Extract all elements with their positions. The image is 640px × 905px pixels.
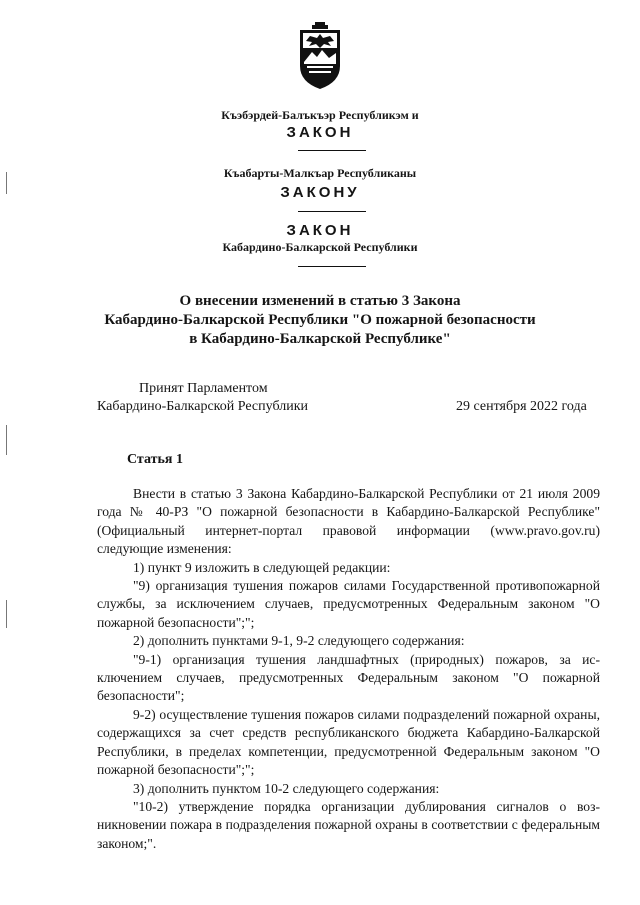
law-title-line: О внесении изменений в статью 3 Закона [179,293,461,309]
article-paragraph: Внести в статью 3 Закона Кабардино-Балкарской Республики от 21 июля 2009 года № 40-РЗ "О пожарной безопасности в Кабардино-Балкарской Республике" (Официальный интернет-портал правовой информации (www.pravo.gov.ru) следующие изменения: [97,486,600,557]
kabardian-republic-heading: Къэбэрдей-Балъкъэр Республикэм и [221,108,419,122]
scan-margin-mark [6,425,7,455]
article-body [97,485,600,853]
law-title-line: в Кабардино-Балкарской Республике" [189,331,451,347]
article-paragraph: 9-2) осуществление тушения пожаров силами подразделений пожарной охраны, содержащихся за счет средств республиканского бюджета Кабардино-Балкарской Республики, в пределах компетенции, предусмотренной Федеральным законом "О пожарной безопасности";"; [97,706,600,778]
scan-margin-mark [6,172,7,194]
adopted-by-line: Принят Парламентом [139,381,268,396]
balkar-republic-heading: Къабарты-Малкъар Республиканы [223,166,417,180]
article-heading: Статья 1 [127,452,183,467]
adopted-by-parliament: Кабардино-Балкарской Республики [97,399,308,414]
russian-law-heading: ЗАКОН [286,222,354,239]
coat-of-arms-emblem [298,22,342,90]
header-divider [298,150,366,151]
article-paragraph: "9) организация тушения пожаров силами Государственной противопожарной службы, за исключением случаев, предусмотренных Федеральным законом "О пожарной безопасности";"; [97,578,600,630]
law-title-line: Кабардино-Балкарской Республики "О пожарной безопасности [104,312,536,328]
scan-margin-mark [6,600,7,628]
kabardian-law-heading: ЗАКОН [286,124,354,141]
header-divider [298,266,366,267]
balkar-law-heading: ЗАКОНУ [280,184,360,201]
header-divider [298,211,366,212]
article-paragraph: 3) дополнить пунктом 10-2 следующего содержания: [133,780,440,796]
article-paragraph: 2) дополнить пунктами 9-1, 9-2 следующего содержания: [133,633,465,649]
adoption-date: 29 сентября 2022 года [456,399,587,414]
article-paragraph: "9-1) организация тушения ландшафтных (природных) пожаров, за исключением случаев, предусмотренных Федеральным законом "О пожарной безопасности"; [97,651,600,704]
russian-republic-heading: Кабардино-Балкарской Республики [222,240,418,254]
article-paragraph: "10-2) утверждение порядка организации дублирования сигналов о возникновении пожара в подразделения пожарной охраны в соответствии с федеральным законом;". [97,798,600,851]
article-paragraph: 1) пункт 9 изложить в следующей редакции: [133,559,391,575]
